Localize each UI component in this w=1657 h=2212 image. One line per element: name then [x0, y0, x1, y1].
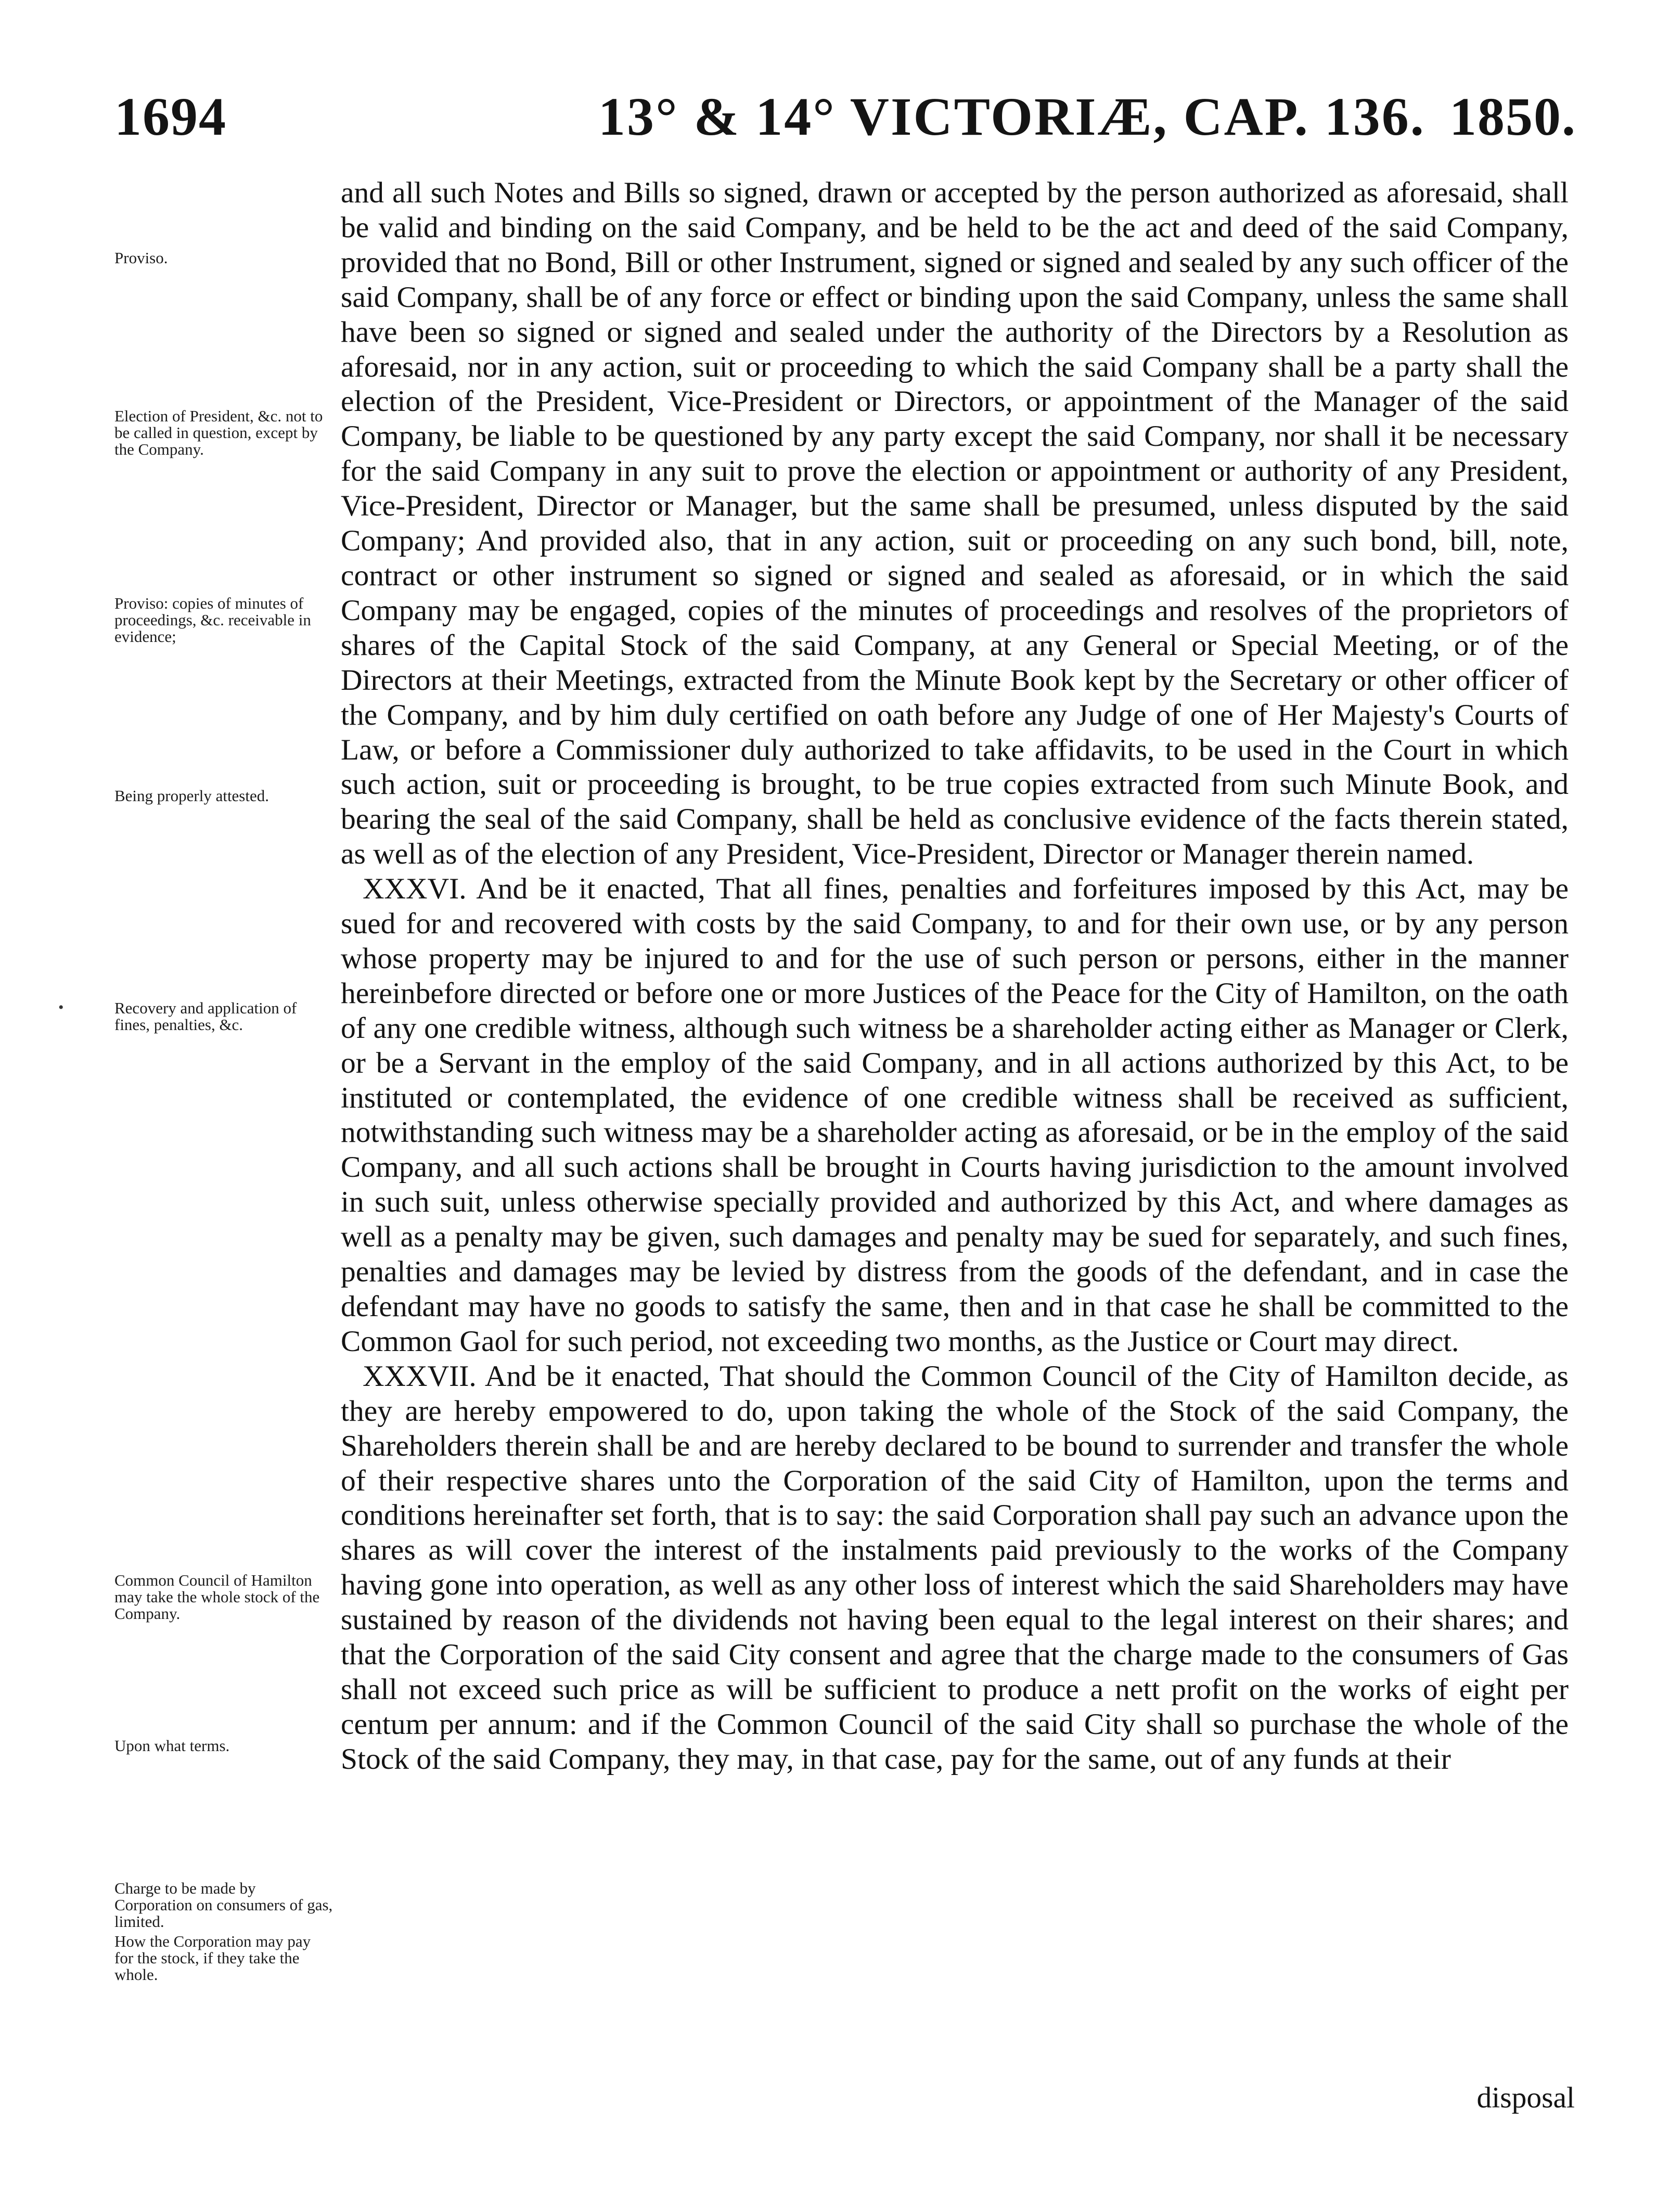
margin-note-copies-of-minutes: Proviso: copies of minutes of proceedings, &c. receivable in evidence; [114, 594, 311, 646]
margin-note-terms: Upon what terms. [114, 1737, 230, 1755]
paragraph-continuation: and all such Notes and Bills so signed, drawn or accepted by the person authorized as aforesaid, shall be valid and binding on the said Company, and be held to be the act and deed of the said Company, provided that no Bond, Bill or other Instrument, signed or signed and sealed by any such officer of the said Company, shall be of any force or effect or binding upon the said Company, unless the same shall have been so signed or signed and sealed under the authority of the Directors by a Resolution as aforesaid, nor in any action, suit or proceeding to which the said Company shall be a party shall the election of the President, Vice-President or Directors, or appointment of the Manager of the said Company, be liable to be questioned by any party except the said Company, nor shall it be necessary for the said Company in any suit to prove the election or appointment or authority of any President, Vice-President, Director or Manager, but the same shall be presumed, unless disputed by the said Company; And provided also, that in any action, suit or proceeding on any such bond, bill, note, contract or other instrument so signed or signed and sealed as aforesaid, or in which the said Company may be engaged, copies of the minutes of proceedings and resolves of the proprietors of shares of the Capital Stock of the said Company, at any General or Special Meeting, or of the Directors at their Meetings, extracted from the Minute Book kept by the Secretary or other officer of the Company, and by him duly certified on oath before any Judge of one of Her Majesty's Courts of Law, or before a Commissioner duly authorized to take affidavits, to be used in the Court in which such action, suit or proceeding is brought, to be true copies extracted from such Minute Book, and bearing the seal of the said Company, shall be held as conclusive evidence of the facts therein stated, as well as of the election of any President, Vice-President, Director or Manager therein named. [341, 176, 1569, 871]
margin-note-proviso: Proviso. [114, 249, 168, 267]
page-header [114, 81, 1576, 153]
body-text [341, 176, 1569, 1777]
margin-note-common-council: Common Council of Hamilton may take the whole stock of the Company. [114, 1571, 320, 1623]
running-title: 13° & 14° VICTORIÆ, CAP. 136. [598, 87, 1425, 147]
margin-note-fines: Recovery and application of fines, penalties, &c. [114, 999, 297, 1034]
page-number: 1694 [114, 87, 227, 147]
header-year: 1850. [1449, 87, 1576, 147]
catchword: disposal [1476, 2081, 1575, 2114]
margin-note-gas-charge: Charge to be made by Corporation on consumers of gas, limited. [114, 1879, 333, 1931]
margin-note-election: Election of President, &c. not to be called in question, except by the Company. [114, 407, 323, 458]
margin-mark: • [58, 999, 64, 1016]
paragraph-section-xxxvii: XXXVII. And be it enacted, That should the Common Council of the City of Hamilton decide, as they are hereby empowered to do, upon taking the whole of the Stock of the said Company, the Shareholders therein shall be and are hereby declared to be bound to surrender and transfer the whole of their respective shares unto the Corporation of the said City of Hamilton, upon the terms and conditions hereinafter set forth, that is to say: the said Corporation shall pay such an advance upon the shares as will cover the interest of the instalments paid previously to the works of the Company having gone into operation, as well as any other loss of interest which the said Shareholders may have sustained by reason of the dividends not having been equal to the legal interest on their shares; and that the Corporation of the said City consent and agree that the charge made to the consumers of Gas shall not exceed such price as will be sufficient to produce a nett profit on the works of eight per centum per annum: and if the Common Council of the said City shall so purchase the whole of the Stock of the said Company, they may, in that case, pay for the same, out of any funds at their [341, 1359, 1569, 1776]
margin-note-payment: How the Corporation may pay for the stock, if they take the whole. [114, 1932, 311, 1984]
paragraph-section-xxxvi: XXXVI. And be it enacted, That all fines, penalties and forfeitures imposed by this Act, may be sued for and recovered with costs by the said Company, to and for their own use, or by any person whose property may be injured to and for the use of such person or persons, either in the manner hereinbefore directed or before one or more Justices of the Peace for the City of Hamilton, on the oath of any one credible witness, although such witness be a shareholder acting either as Manager or Clerk, or be a Servant in the employ of the said Company, and in all actions authorized by this Act, to be instituted or contemplated, the evidence of one credible witness shall be received as sufficient, notwithstanding such witness may be a shareholder acting as aforesaid, or be in the employ of the said Company, and all such actions shall be brought in Courts having jurisdiction to the amount involved in such suit, unless otherwise specially provided and authorized by this Act, and where damages as well as a penalty may be given, such damages and penalty may be sued for separately, and such fines, penalties and damages may be levied by distress from the goods of the defendant, and in case the defendant may have no goods to satisfy the same, then and in that case he shall be committed to the Common Gaol for such period, not exceeding two months, as the Justice or Court may direct. [341, 872, 1569, 1358]
margin-note-attested: Being properly attested. [114, 787, 269, 805]
